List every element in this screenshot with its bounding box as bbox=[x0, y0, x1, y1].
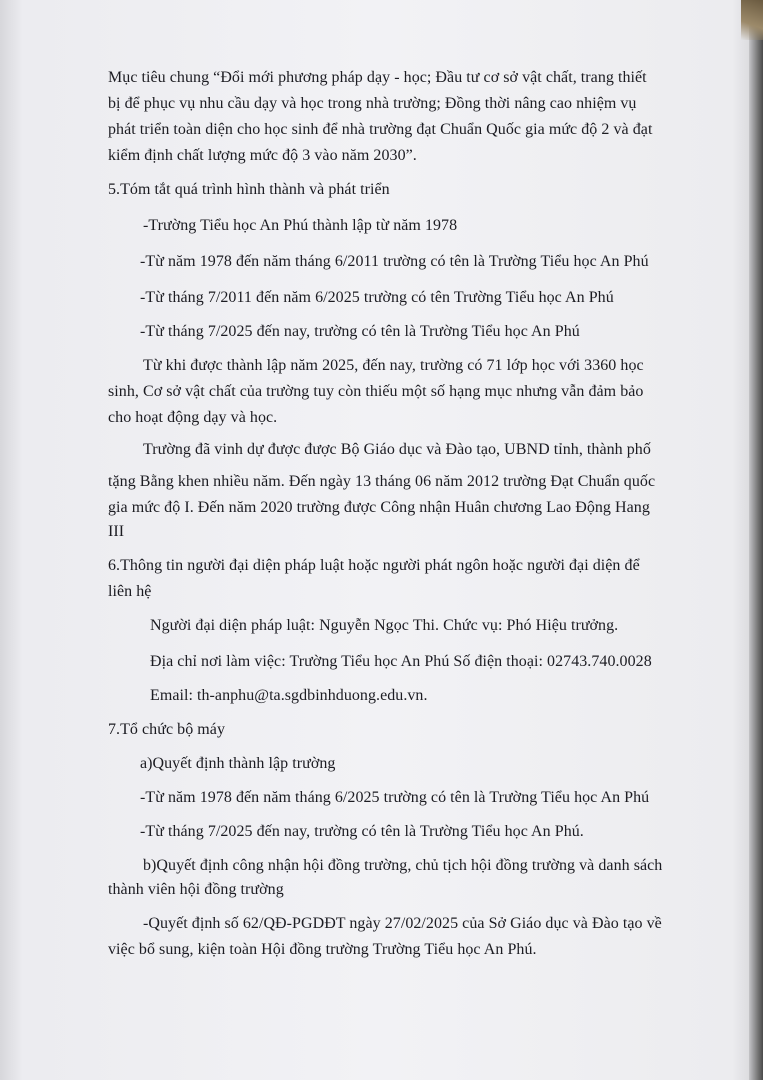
decision-item-1: -Từ năm 1978 đến năm tháng 6/2025 trường có tên là Trường Tiểu học An Phú bbox=[140, 789, 650, 806]
history-para-2-line-4: III bbox=[108, 523, 125, 540]
history-item-1: -Trường Tiểu học An Phú thành lập từ năm 1978 bbox=[143, 217, 458, 234]
history-para-2-line-3: gia mức độ I. Đến năm 2020 trường được Công nhận Huân chương Lao Động Hang bbox=[108, 499, 650, 516]
page-edge-shadow bbox=[749, 0, 763, 1080]
history-para-1-line-1: Từ khi được thành lập năm 2025, đến nay, trường có 71 lớp học với 3360 học bbox=[143, 357, 644, 374]
goal-line-3: phát triển toàn diện cho học sinh để nhà trường đạt Chuẩn Quốc gia mức độ 2 và đạt bbox=[108, 121, 653, 138]
section-5-heading: 5.Tóm tắt quá trình hình thành và phát triển bbox=[108, 181, 390, 198]
decision-62-line-2: việc bổ sung, kiện toàn Hội đồng trường Trường Tiểu học An Phú. bbox=[108, 941, 537, 958]
history-item-4: -Từ tháng 7/2025 đến nay, trường có tên là Trường Tiểu học An Phú bbox=[140, 323, 580, 340]
history-para-2-line-2: tặng Bằng khen nhiều năm. Đến ngày 13 tháng 06 năm 2012 trường Đạt Chuẩn quốc bbox=[108, 473, 656, 490]
section-6-heading-line-2: liên hệ bbox=[108, 583, 152, 600]
subsection-b-heading-line-2: thành viên hội đồng trường bbox=[108, 881, 284, 898]
history-para-1-line-2: sinh, Cơ sở vật chất của trường tuy còn thiếu một số hạng mục nhưng vẫn đảm bảo bbox=[108, 383, 644, 400]
history-item-2: -Từ năm 1978 đến năm tháng 6/2011 trường có tên là Trường Tiểu học An Phú bbox=[140, 253, 649, 270]
section-6-heading-line-1: 6.Thông tin người đại diện pháp luật hoặc người phát ngôn hoặc người đại diện để bbox=[108, 557, 640, 574]
goal-line-1: Mục tiêu chung “Đổi mới phương pháp dạy - học; Đầu tư cơ sở vật chất, trang thiết bbox=[108, 69, 647, 86]
goal-line-2: bị để phục vụ nhu cầu dạy và học trong nhà trường; Đồng thời nâng cao nhiệm vụ bbox=[108, 95, 637, 112]
decision-item-2: -Từ tháng 7/2025 đến nay, trường có tên là Trường Tiểu học An Phú. bbox=[140, 823, 584, 840]
subsection-a-heading: a)Quyết định thành lập trường bbox=[140, 755, 336, 772]
subsection-b-heading-line-1: b)Quyết định công nhận hội đồng trường, chủ tịch hội đồng trường và danh sách bbox=[143, 857, 663, 874]
history-para-1-line-3: cho hoạt động dạy và học. bbox=[108, 409, 278, 426]
history-item-3: -Từ tháng 7/2011 đến năm 6/2025 trường có tên Trường Tiểu học An Phú bbox=[140, 289, 614, 306]
address-phone-line: Địa chỉ nơi làm việc: Trường Tiểu học An Phú Số điện thoại: 02743.740.0028 bbox=[150, 653, 652, 670]
email-line: Email: th-anphu@ta.sgdbinhduong.edu.vn. bbox=[150, 687, 428, 704]
goal-line-4: kiểm định chất lượng mức độ 3 vào năm 2030”. bbox=[108, 147, 417, 164]
decision-62-line-1: -Quyết định số 62/QĐ-PGDĐT ngày 27/02/2025 của Sở Giáo dục và Đào tạo về bbox=[143, 915, 662, 932]
representative-line: Người đại diện pháp luật: Nguyễn Ngọc Thi. Chức vụ: Phó Hiệu trưởng. bbox=[150, 617, 619, 634]
section-7-heading: 7.Tổ chức bộ máy bbox=[108, 721, 225, 738]
page-corner bbox=[741, 0, 763, 40]
history-para-2-line-1: Trường đã vinh dự được được Bộ Giáo dục và Đào tạo, UBND tỉnh, thành phố bbox=[143, 441, 651, 458]
